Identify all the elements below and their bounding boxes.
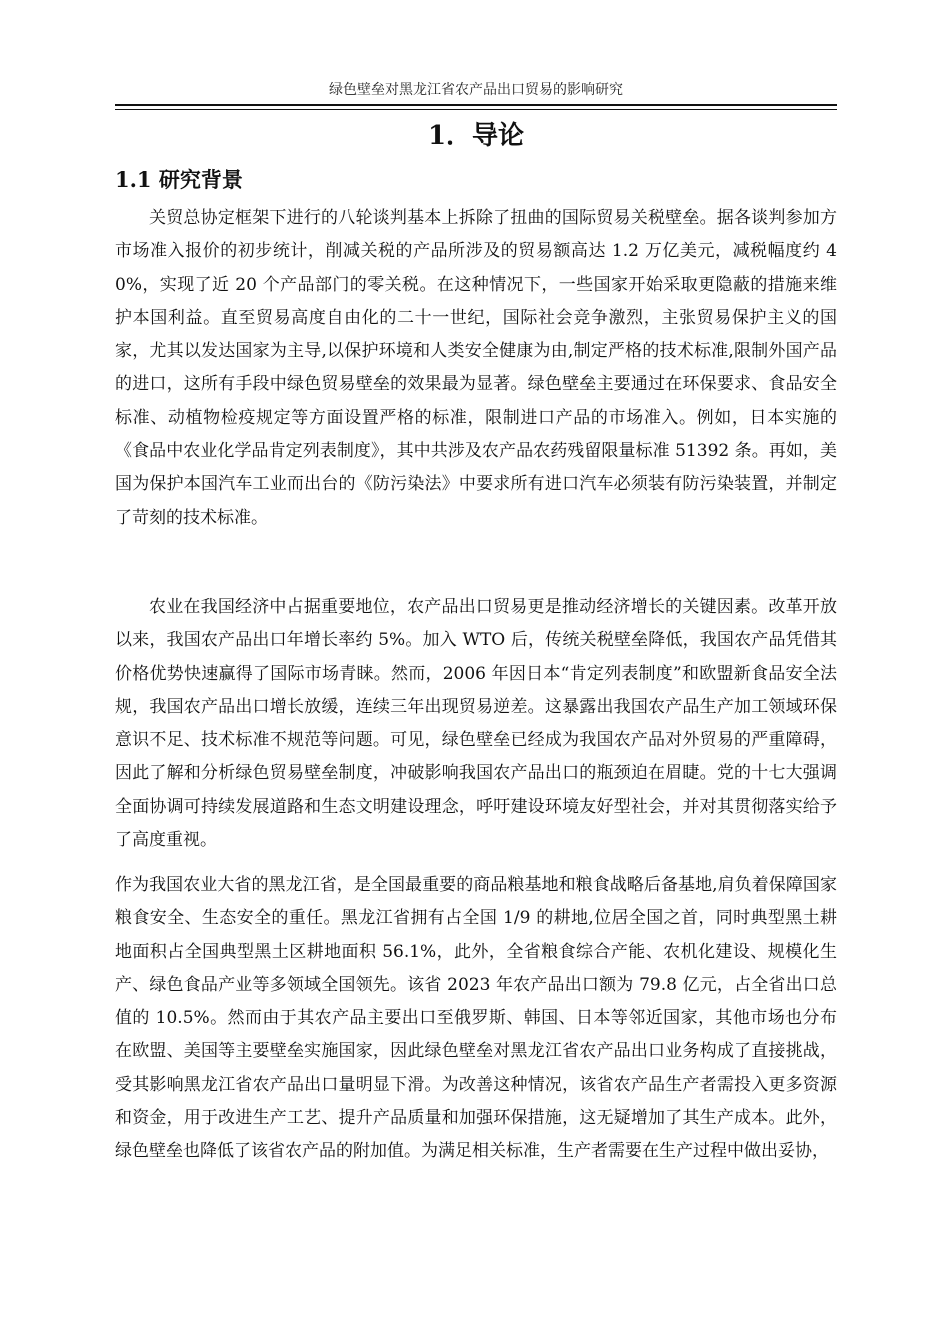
header-double-rule [115, 104, 837, 110]
paragraph-background-3: 作为我国农业大省的黑龙江省，是全国最重要的商品粮基地和粮食战略后备基地,肩负着保障国家粮食安全、生态安全的重任。黑龙江省拥有占全国 1/9 的耕地,位居全国之首，同时典型黑土耕地面积占全国典型黑土区耕地面积 56.1%，此外，全省粮食综合产能、农机化建设、规模化生产、绿色食品产业等多领域全国领先。该省 2023 年农产品出口额为 79.8 亿元，占全省出口总值的 10.5%。然而由于其农产品主要出口至俄罗斯、韩国、日本等邻近国家，其他市场也分布在欧盟、美国等主要壁垒实施国家，因此绿色壁垒对黑龙江省农产品出口业务构成了直接挑战，受其影响黑龙江省农产品出口量明显下滑。为改善这种情况，该省农产品生产者需投入更多资源和资金，用于改进生产工艺、提升产品质量和加强环保措施，这无疑增加了其生产成本。此外，绿色壁垒也降低了该省农产品的附加值。为满足相关标准，生产者需要在生产过程中做出妥协， [115, 875, 837, 1162]
section-title: 1.1 研究背景 [115, 167, 243, 192]
paragraph-background-2: 农业在我国经济中占据重要地位，农产品出口贸易更是推动经济增长的关键因素。改革开放以来，我国农产品出口年增长率约 5%。加入 WTO 后，传统关税壁垒降低，我国农产品凭借其价格优势快速赢得了国际市场青睐。然而，2006 年因日本“肯定列表制度”和欧盟新食品安全法规，我国农产品出口增长放缓，连续三年出现贸易逆差。这暴露出我国农产品生产加工领域环保意识不足、技术标准不规范等问题。可见，绿色壁垒已经成为我国农产品对外贸易的严重障碍，因此了解和分析绿色贸易壁垒制度，冲破影响我国农产品出口的瓶颈迫在眉睫。党的十七大强调全面协调可持续发展道路和生态文明建设理念，呼吁建设环境友好型社会，并对其贯彻落实给予了高度重视。 [115, 597, 837, 851]
chapter-title: 1．导论 [427, 121, 525, 151]
running-header: 绿色壁垒对黑龙江省农产品出口贸易的影响研究 [329, 82, 623, 98]
paragraph-background-1: 关贸总协定框架下进行的八轮谈判基本上拆除了扭曲的国际贸易关税壁垒。据各谈判参加方市场准入报价的初步统计，削减关税的产品所涉及的贸易额高达 1.2 万亿美元，减税幅度约 40%，实现了近 20 个产品部门的零关税。在这种情况下，一些国家开始采取更隐蔽的措施来维护本国利益。直至贸易高度自由化的二十一世纪，国际社会竞争激烈，主张贸易保护主义的国家，尤其以发达国家为主导,以保护环境和人类安全健康为由,制定严格的技术标准,限制外国产品的进口，这所有手段中绿色贸易壁垒的效果最为显著。绿色壁垒主要通过在环保要求、食品安全标准、动植物检疫规定等方面设置严格的标准，限制进口产品的市场准入。例如，日本实施的《食品中农业化学品肯定列表制度》，其中共涉及农产品农药残留限量标准 51392 条。再如，美国为保护本国汽车工业而出台的《防污染法》中要求所有进口汽车必须装有防污染装置，并制定了苛刻的技术标准。 [115, 208, 837, 528]
